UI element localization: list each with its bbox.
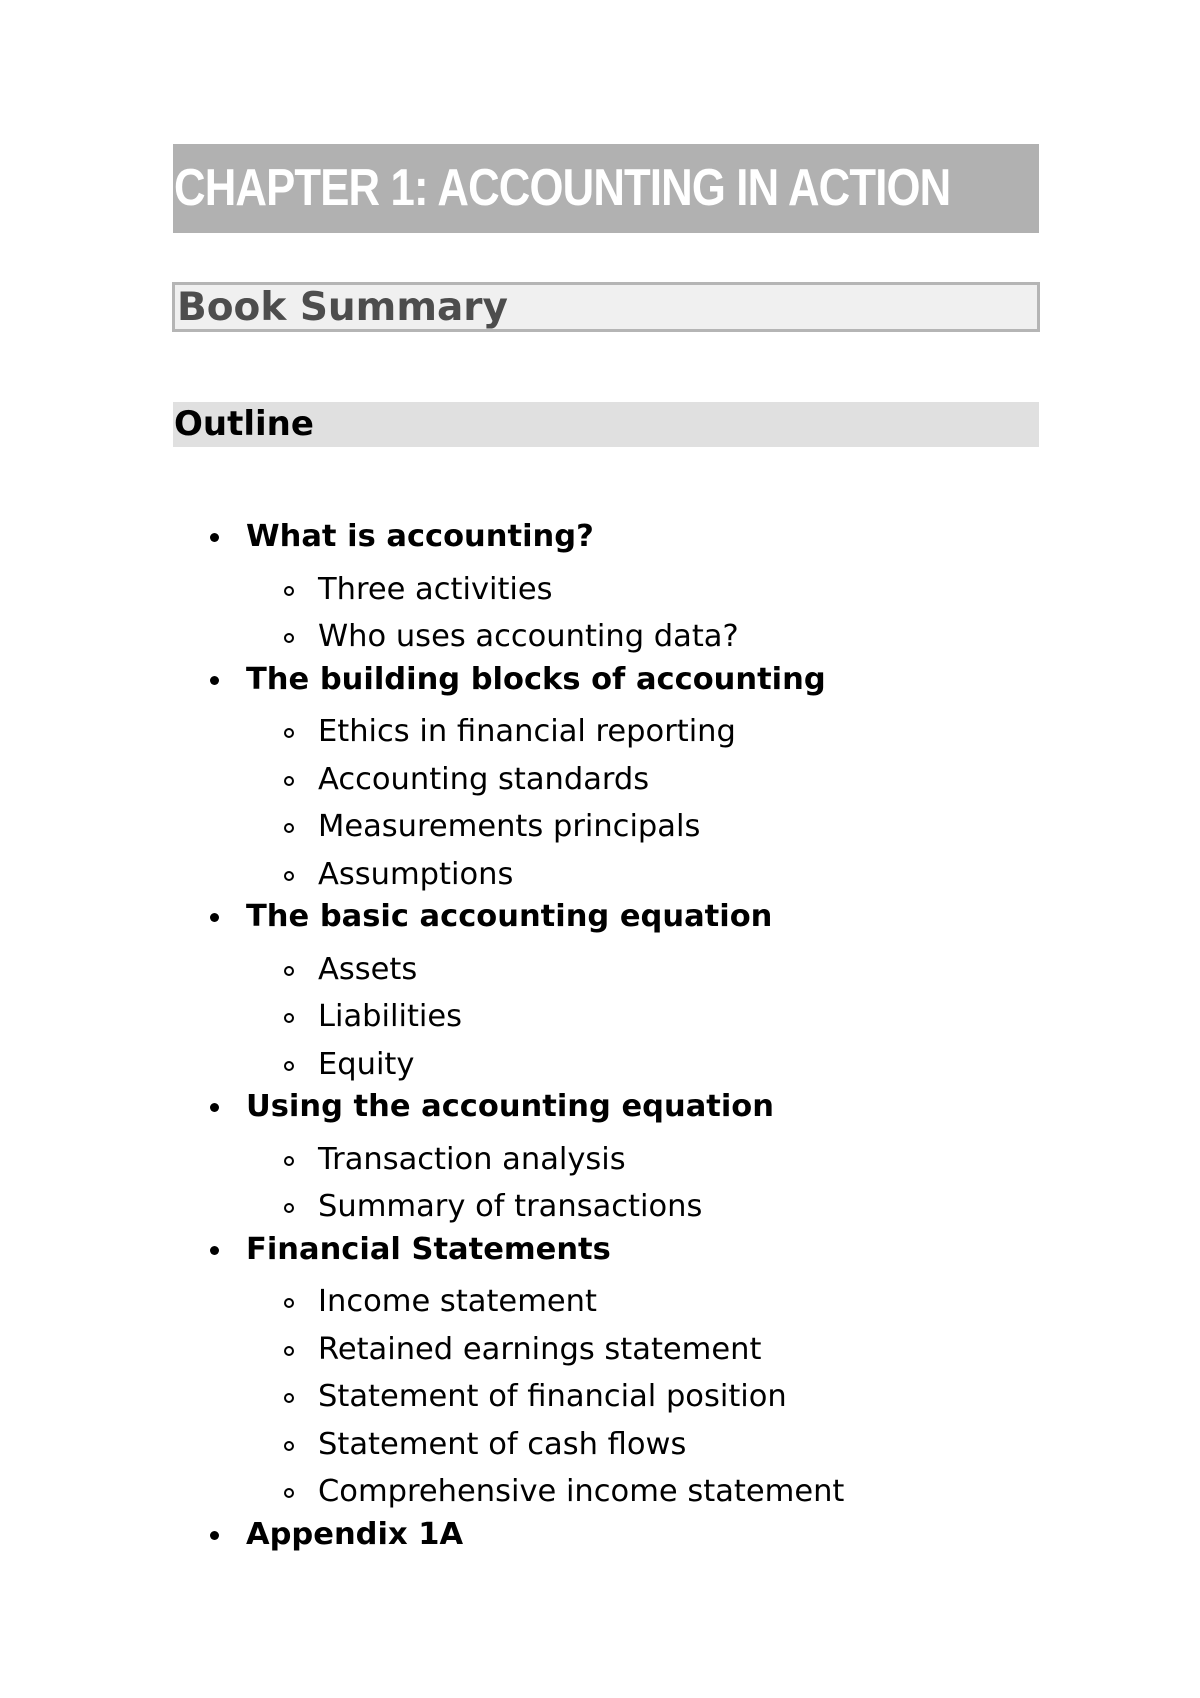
outline-list xyxy=(0,513,1200,1558)
bullet-circle-icon xyxy=(284,1013,294,1023)
outline-sub-item-label: Liabilities xyxy=(318,999,463,1034)
outline-section xyxy=(0,1083,1200,1226)
outline-section xyxy=(0,1511,1200,1559)
outline-sub-item-label: Assumptions xyxy=(318,856,514,892)
outline-sub-item xyxy=(0,1036,1200,1084)
outline-sub-item xyxy=(0,608,1200,656)
bullet-circle-icon xyxy=(284,633,294,643)
outline-sub-item-label: Accounting standards xyxy=(318,761,650,797)
outline-sub-item xyxy=(0,561,1200,609)
outline-section xyxy=(0,893,1200,1083)
outline-section xyxy=(0,656,1200,894)
outline-section-label: Appendix 1A xyxy=(246,1516,464,1552)
outline-sub-list xyxy=(0,703,1200,893)
outline-section-label: Using the accounting equation xyxy=(246,1089,774,1124)
outline-section-label: Financial Statements xyxy=(246,1231,611,1267)
bullet-circle-icon xyxy=(284,1346,294,1356)
bullet-circle-icon xyxy=(284,586,294,596)
outline-heading-bar xyxy=(173,402,1039,447)
bullet-disc-icon xyxy=(210,1531,219,1540)
bullet-circle-icon xyxy=(284,871,294,881)
outline-sub-list xyxy=(0,1131,1200,1226)
outline-sub-item xyxy=(0,846,1200,894)
outline-sub-item-label: Ethics in financial reporting xyxy=(318,714,736,749)
outline-sub-item xyxy=(0,1463,1200,1511)
bullet-disc-icon xyxy=(210,913,219,922)
outline-sub-list xyxy=(0,941,1200,1084)
outline-sub-item xyxy=(0,1273,1200,1321)
book-summary-box xyxy=(172,282,1040,332)
outline-sub-item xyxy=(0,1368,1200,1416)
outline-sub-item-label: Three activities xyxy=(318,571,553,607)
outline-sub-item-label: Summary of transactions xyxy=(318,1189,703,1224)
outline-sub-item-label: Equity xyxy=(318,1046,415,1082)
outline-sub-item-label: Comprehensive income statement xyxy=(318,1474,845,1509)
bullet-disc-icon xyxy=(210,1103,219,1112)
book-summary-title: Book Summary xyxy=(177,285,508,330)
bullet-circle-icon xyxy=(284,1393,294,1403)
outline-sub-item xyxy=(0,1131,1200,1179)
outline-sub-item-label: Who uses accounting data? xyxy=(318,619,739,654)
outline-sub-item xyxy=(0,988,1200,1036)
outline-sub-item xyxy=(0,751,1200,799)
outline-sub-item-label: Measurements principals xyxy=(318,809,701,844)
bullet-circle-icon xyxy=(284,1203,294,1213)
bullet-disc-icon xyxy=(210,1246,219,1255)
outline-sub-item-label: Statement of financial position xyxy=(318,1379,787,1414)
outline-section-label: The basic accounting equation xyxy=(246,899,773,934)
outline-section xyxy=(0,1226,1200,1511)
outline-sub-item xyxy=(0,1178,1200,1226)
bullet-circle-icon xyxy=(284,728,294,738)
outline-title: Outline xyxy=(174,404,314,444)
outline-sub-item xyxy=(0,1321,1200,1369)
bullet-circle-icon xyxy=(284,776,294,786)
outline-section-label: The building blocks of accounting xyxy=(246,661,826,697)
bullet-disc-icon xyxy=(210,676,219,685)
bullet-circle-icon xyxy=(284,966,294,976)
outline-sub-item xyxy=(0,703,1200,751)
outline-sub-list xyxy=(0,561,1200,656)
outline-section xyxy=(0,513,1200,656)
bullet-circle-icon xyxy=(284,823,294,833)
bullet-circle-icon xyxy=(284,1298,294,1308)
outline-section-label: What is accounting? xyxy=(246,519,594,554)
chapter-banner xyxy=(173,144,1039,233)
outline-sub-item-label: Income statement xyxy=(318,1284,597,1319)
outline-sub-item-label: Retained earnings statement xyxy=(318,1331,762,1367)
outline-sub-list xyxy=(0,1273,1200,1511)
bullet-circle-icon xyxy=(284,1441,294,1451)
bullet-circle-icon xyxy=(284,1156,294,1166)
outline-sub-item-label: Transaction analysis xyxy=(318,1141,626,1177)
bullet-disc-icon xyxy=(210,533,219,542)
outline-sub-item-label: Assets xyxy=(318,951,418,987)
outline-sub-item xyxy=(0,1416,1200,1464)
chapter-title: CHAPTER 1: ACCOUNTING IN ACTION xyxy=(174,159,951,217)
outline-sub-item xyxy=(0,798,1200,846)
bullet-circle-icon xyxy=(284,1061,294,1071)
outline-sub-item-label: Statement of cash flows xyxy=(318,1426,687,1462)
bullet-circle-icon xyxy=(284,1488,294,1498)
outline-sub-item xyxy=(0,941,1200,989)
